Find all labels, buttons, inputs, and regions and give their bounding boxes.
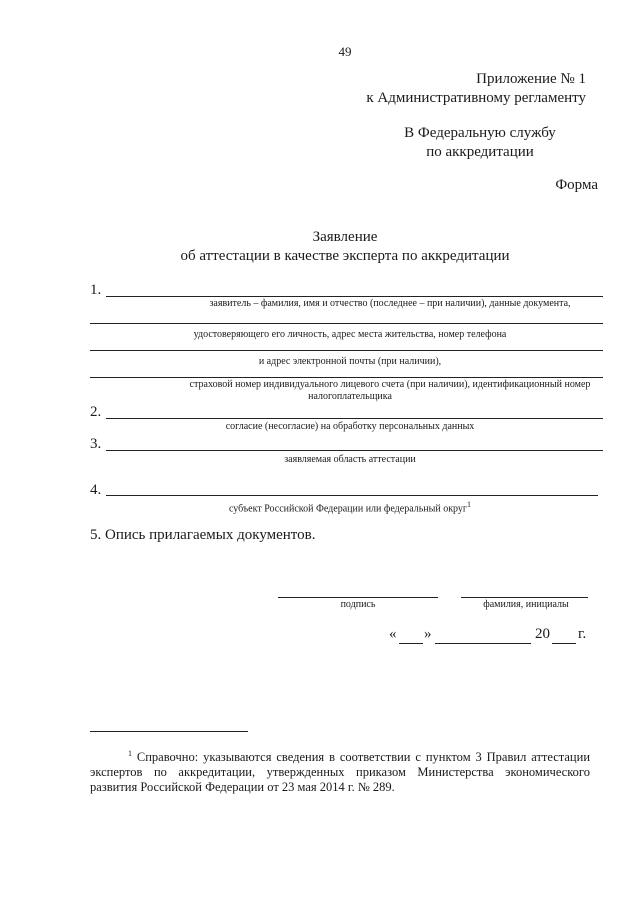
appendix-line-1: Приложение № 1 (476, 71, 586, 87)
field-1-line-4[interactable] (90, 377, 603, 378)
field-1-line-3[interactable] (90, 350, 603, 351)
field-1-caption-4a: страховой номер индивидуального лицевого счета (при наличии), идентификационный номер (189, 379, 591, 390)
date-open-quote: « (389, 626, 397, 642)
date-close-quote: » (424, 626, 432, 642)
footnote-mark: 1 (128, 749, 132, 758)
field-1-caption-2: удостоверяющего его личность, адрес места жительства, номер телефона (193, 329, 507, 340)
footnote (90, 746, 590, 795)
field-4-caption (90, 499, 610, 515)
field-4-number: 4. (90, 482, 102, 498)
field-1-caption-4b: налогоплательщика (308, 391, 392, 402)
date-day-line[interactable] (399, 643, 423, 644)
title-line-2: об аттестации в качестве эксперта по аккредитации (180, 248, 510, 264)
date-month-line[interactable] (435, 643, 531, 644)
field-3-line[interactable] (106, 450, 603, 451)
document-title (0, 228, 640, 266)
date-year-line[interactable] (552, 643, 576, 644)
name-caption: фамилия, инициалы (483, 599, 569, 610)
addressee-line-1: В Федеральную службу (404, 125, 556, 141)
field-1-number: 1. (90, 282, 102, 298)
field-3-caption: заявляемая область аттестации (284, 454, 416, 465)
addressee (365, 124, 595, 162)
name-line[interactable] (461, 597, 588, 598)
footnote-ref: 1 (467, 500, 472, 509)
date-year-suffix: г. (578, 626, 587, 642)
appendix-line-2: к Административному регламенту (366, 90, 586, 106)
form-label: Форма (555, 177, 598, 193)
signature-line[interactable] (278, 597, 438, 598)
field-1-caption-3: и адрес электронной почты (при наличии), (258, 356, 442, 367)
field-2-line[interactable] (106, 418, 603, 419)
addressee-line-2: по аккредитации (426, 144, 534, 160)
field-1-line[interactable] (106, 296, 603, 297)
field-3-number: 3. (90, 436, 102, 452)
signature-caption: подпись (340, 599, 376, 610)
appendix-header (366, 70, 586, 108)
footnote-body (90, 746, 590, 795)
field-1-caption-1: заявитель – фамилия, имя и отчество (последнее – при наличии), данные документа, (209, 298, 571, 309)
field-2-number: 2. (90, 404, 102, 420)
footnote-separator (90, 731, 248, 732)
field-1-line-2[interactable] (90, 323, 603, 324)
date-year-prefix: 20 (535, 626, 550, 642)
field-4-line[interactable] (106, 495, 598, 496)
field-4-caption-text: субъект Российской Федерации или федеральный округ (228, 503, 468, 515)
page-number: 49 (338, 44, 352, 59)
footnote-text: Справочно: указываются сведения в соответствии с пунктом 3 Правил аттестации экспертов по аккредитации, утвержденных приказом Министерства экономического развития Российской Федерации от 23 мая 2014 г. № 289. (90, 750, 591, 795)
field-2-caption: согласие (несогласие) на обработку персональных данных (225, 421, 475, 432)
title-line-1: Заявление (312, 229, 378, 245)
attachments-heading: 5. Опись прилагаемых документов. (90, 527, 316, 543)
